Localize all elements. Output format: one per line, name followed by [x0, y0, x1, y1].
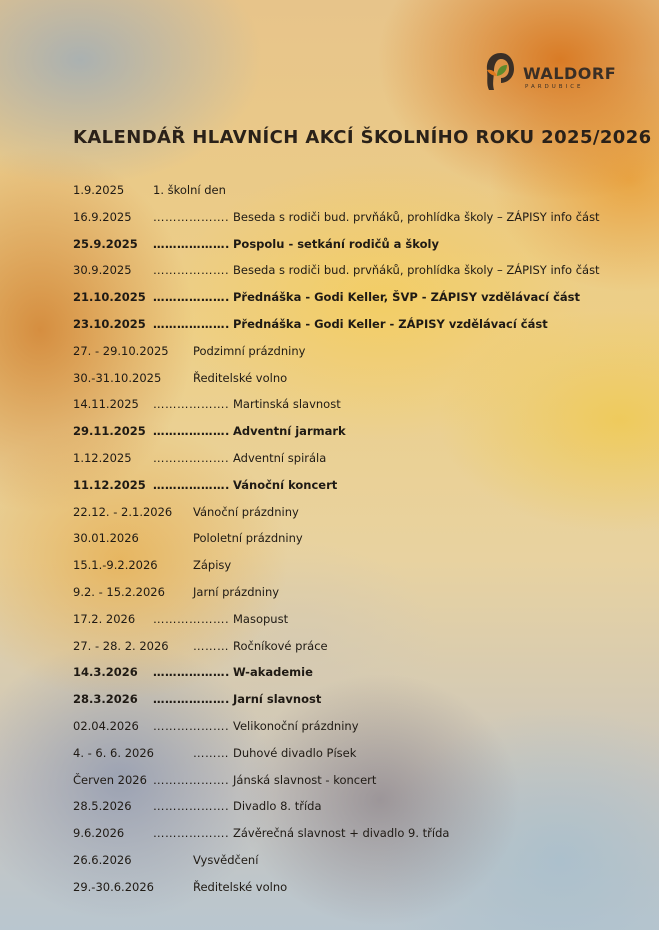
event-description: Jánská slavnost - koncert [233, 772, 377, 787]
event-date: 1.9.2025 [73, 183, 125, 197]
event-date: 27. - 29.10.2025 [73, 343, 169, 358]
event-date: 15.1.-9.2.2026 [73, 558, 158, 573]
logo-subtitle: PARDUBICE [525, 84, 584, 90]
event-date: 28.3.2026 [73, 692, 138, 707]
event-date: 29.11.2025 [73, 424, 146, 439]
event-description: Přednáška - Godi Keller - ZÁPISY vzdělávací část [233, 317, 548, 331]
event-description: Vysvědčení [193, 853, 259, 867]
event-leader-dots: ……… [193, 638, 229, 653]
event-date: 1.12.2025 [73, 451, 132, 465]
event-leader-dots: ………………. [153, 477, 230, 492]
event-description: Ročníkové práce [233, 638, 328, 653]
event-description: Beseda s rodiči bud. prvňáků, prohlídka školy – ZÁPISY info část [233, 209, 600, 224]
event-leader-dots: ………………. [153, 692, 230, 707]
event-leader-dots: ………………. [153, 665, 230, 680]
event-date: 30.-31.10.2025 [73, 370, 162, 385]
event-date: 11.12.2025 [73, 477, 146, 492]
event-date: 4. - 6. 6. 2026 [73, 745, 154, 760]
logo-wordmark: WALDORF [523, 64, 617, 83]
event-date: 14.11.2025 [73, 397, 139, 412]
event-date: 21.10.2025 [73, 290, 146, 305]
event-leader-dots: ………………. [153, 397, 230, 412]
waldorf-logo [483, 50, 617, 94]
event-leader-dots: ………………. [153, 772, 230, 787]
event-leader-dots: ………………. [153, 799, 230, 814]
event-date: 27. - 28. 2. 2026 [73, 638, 169, 653]
event-description: Divadlo 8. třída [233, 799, 322, 814]
event-description: Vánoční koncert [233, 477, 338, 492]
event-date: 28.5.2026 [73, 799, 132, 814]
event-date: 30.9.2025 [73, 263, 132, 278]
event-leader-dots: ……… [193, 745, 229, 760]
event-description: Podzimní prázdniny [193, 343, 306, 358]
event-date: 16.9.2025 [73, 209, 132, 224]
event-date: 22.12. - 2.1.2026 [73, 504, 173, 519]
event-leader-dots: ………………. [153, 611, 230, 626]
event-description: Duhové divadlo Písek [233, 745, 357, 760]
waldorf-leaf-icon [483, 50, 519, 94]
event-description: 1. školní den [153, 183, 226, 197]
event-description: Beseda s rodiči bud. prvňáků, prohlídka školy – ZÁPISY info část [233, 263, 600, 278]
page-title: KALENDÁŘ HLAVNÍCH AKCÍ ŠKOLNÍHO ROKU 2025/2026 [73, 127, 652, 148]
event-leader-dots: ………………. [153, 209, 230, 224]
event-leader-dots: ………………. [153, 263, 230, 278]
event-description: Pololetní prázdniny [193, 531, 303, 546]
event-description: Velikonoční prázdniny [233, 719, 359, 733]
event-date: 26.6.2026 [73, 853, 132, 867]
event-date: 30.01.2026 [73, 531, 139, 546]
event-date: 14.3.2026 [73, 665, 138, 680]
event-description: Vánoční prázdniny [193, 504, 299, 519]
event-leader-dots: ………………. [153, 424, 230, 439]
event-leader-dots: ………………. [153, 451, 230, 465]
event-description: Pospolu - setkání rodičů a školy [233, 236, 439, 251]
event-description: Jarní prázdniny [193, 585, 280, 599]
event-date: Červen 2026 [73, 772, 147, 787]
event-description: Závěrečná slavnost + divadlo 9. třída [233, 826, 450, 841]
event-date: 02.04.2026 [73, 719, 139, 733]
event-description: Zápisy [193, 558, 232, 573]
event-date: 9.2. - 15.2.2026 [73, 585, 165, 599]
event-date: 25.9.2025 [73, 236, 138, 251]
event-leader-dots: ………………. [153, 719, 230, 733]
event-leader-dots: ………………. [153, 290, 230, 305]
event-description: Adventní jarmark [233, 424, 346, 439]
event-date: 9.6.2026 [73, 826, 125, 841]
event-leader-dots: ………………. [153, 826, 230, 841]
event-date: 17.2. 2026 [73, 611, 136, 626]
event-date: 23.10.2025 [73, 317, 146, 331]
event-date: 29.-30.6.2026 [73, 879, 154, 894]
event-description: Martinská slavnost [233, 397, 341, 412]
event-leader-dots: ………………. [153, 236, 230, 251]
event-description: Jarní slavnost [233, 692, 322, 707]
event-description: Masopust [233, 611, 289, 626]
event-description: Ředitelské volno [193, 370, 288, 385]
event-description: Ředitelské volno [193, 879, 288, 894]
event-description: Adventní spirála [233, 451, 327, 465]
event-description: Přednáška - Godi Keller, ŠVP - ZÁPISY vzdělávací část [233, 290, 580, 305]
event-leader-dots: ………………. [153, 317, 230, 331]
event-description: W-akademie [233, 665, 313, 680]
